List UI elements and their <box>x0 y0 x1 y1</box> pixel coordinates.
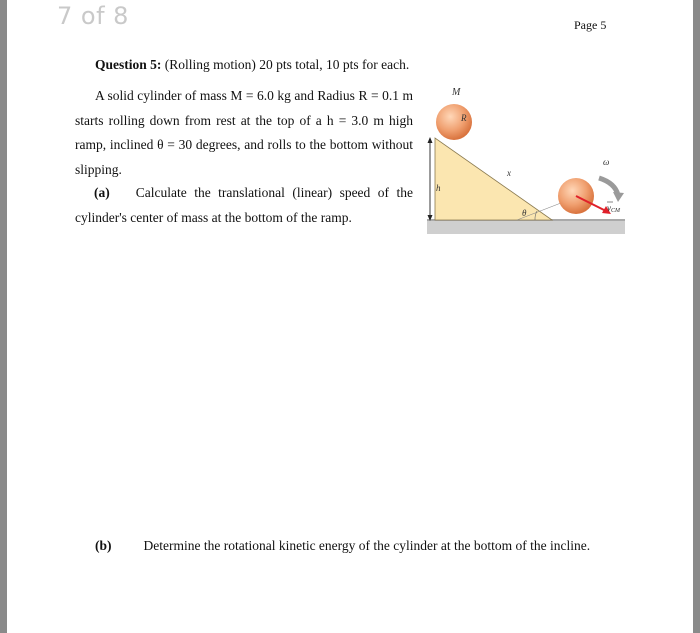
label-v-sub: CM <box>611 208 620 214</box>
question-heading <box>95 57 409 73</box>
label-h: h <box>436 183 441 193</box>
part-b-text: Determine the rotational kinetic energy of the cylinder at the bottom of the incline. <box>143 538 591 553</box>
height-arrow-top <box>428 137 433 143</box>
label-v-main: v <box>607 203 611 213</box>
rolling-cylinder-diagram <box>419 80 629 240</box>
label-theta: θ <box>522 208 527 218</box>
cylinder-top <box>436 104 472 140</box>
part-b <box>95 538 590 554</box>
part-a <box>75 181 413 230</box>
question-subtitle: (Rolling motion) 20 pts total, 10 pts for each. <box>164 57 410 72</box>
omega-arrowhead <box>613 192 624 202</box>
label-x: x <box>507 168 511 178</box>
label-R: R <box>461 113 467 123</box>
document-page <box>7 0 693 633</box>
part-b-label: (b) <box>95 538 112 553</box>
question-body-text: A solid cylinder of mass M = 6.0 kg and Radius R = 0.1 m starts rolling down from rest at the top of a h = 3.0 m high ramp, inclined θ = 30 degrees, and rolls to the bottom without slipping. <box>75 88 413 177</box>
question-title: Question 5: <box>95 57 162 72</box>
label-v <box>607 203 621 214</box>
label-omega: ω <box>603 157 610 167</box>
question-body <box>75 84 413 182</box>
part-a-text: Calculate the translational (linear) speed of the cylinder's center of mass at the bottom of the ramp. <box>75 185 413 225</box>
ramp <box>435 138 552 220</box>
label-M: M <box>452 87 461 98</box>
page-counter: 7 of 8 <box>57 2 129 30</box>
page-number: Page 5 <box>574 18 607 32</box>
part-a-label: (a) <box>94 185 110 200</box>
floor <box>427 220 625 234</box>
